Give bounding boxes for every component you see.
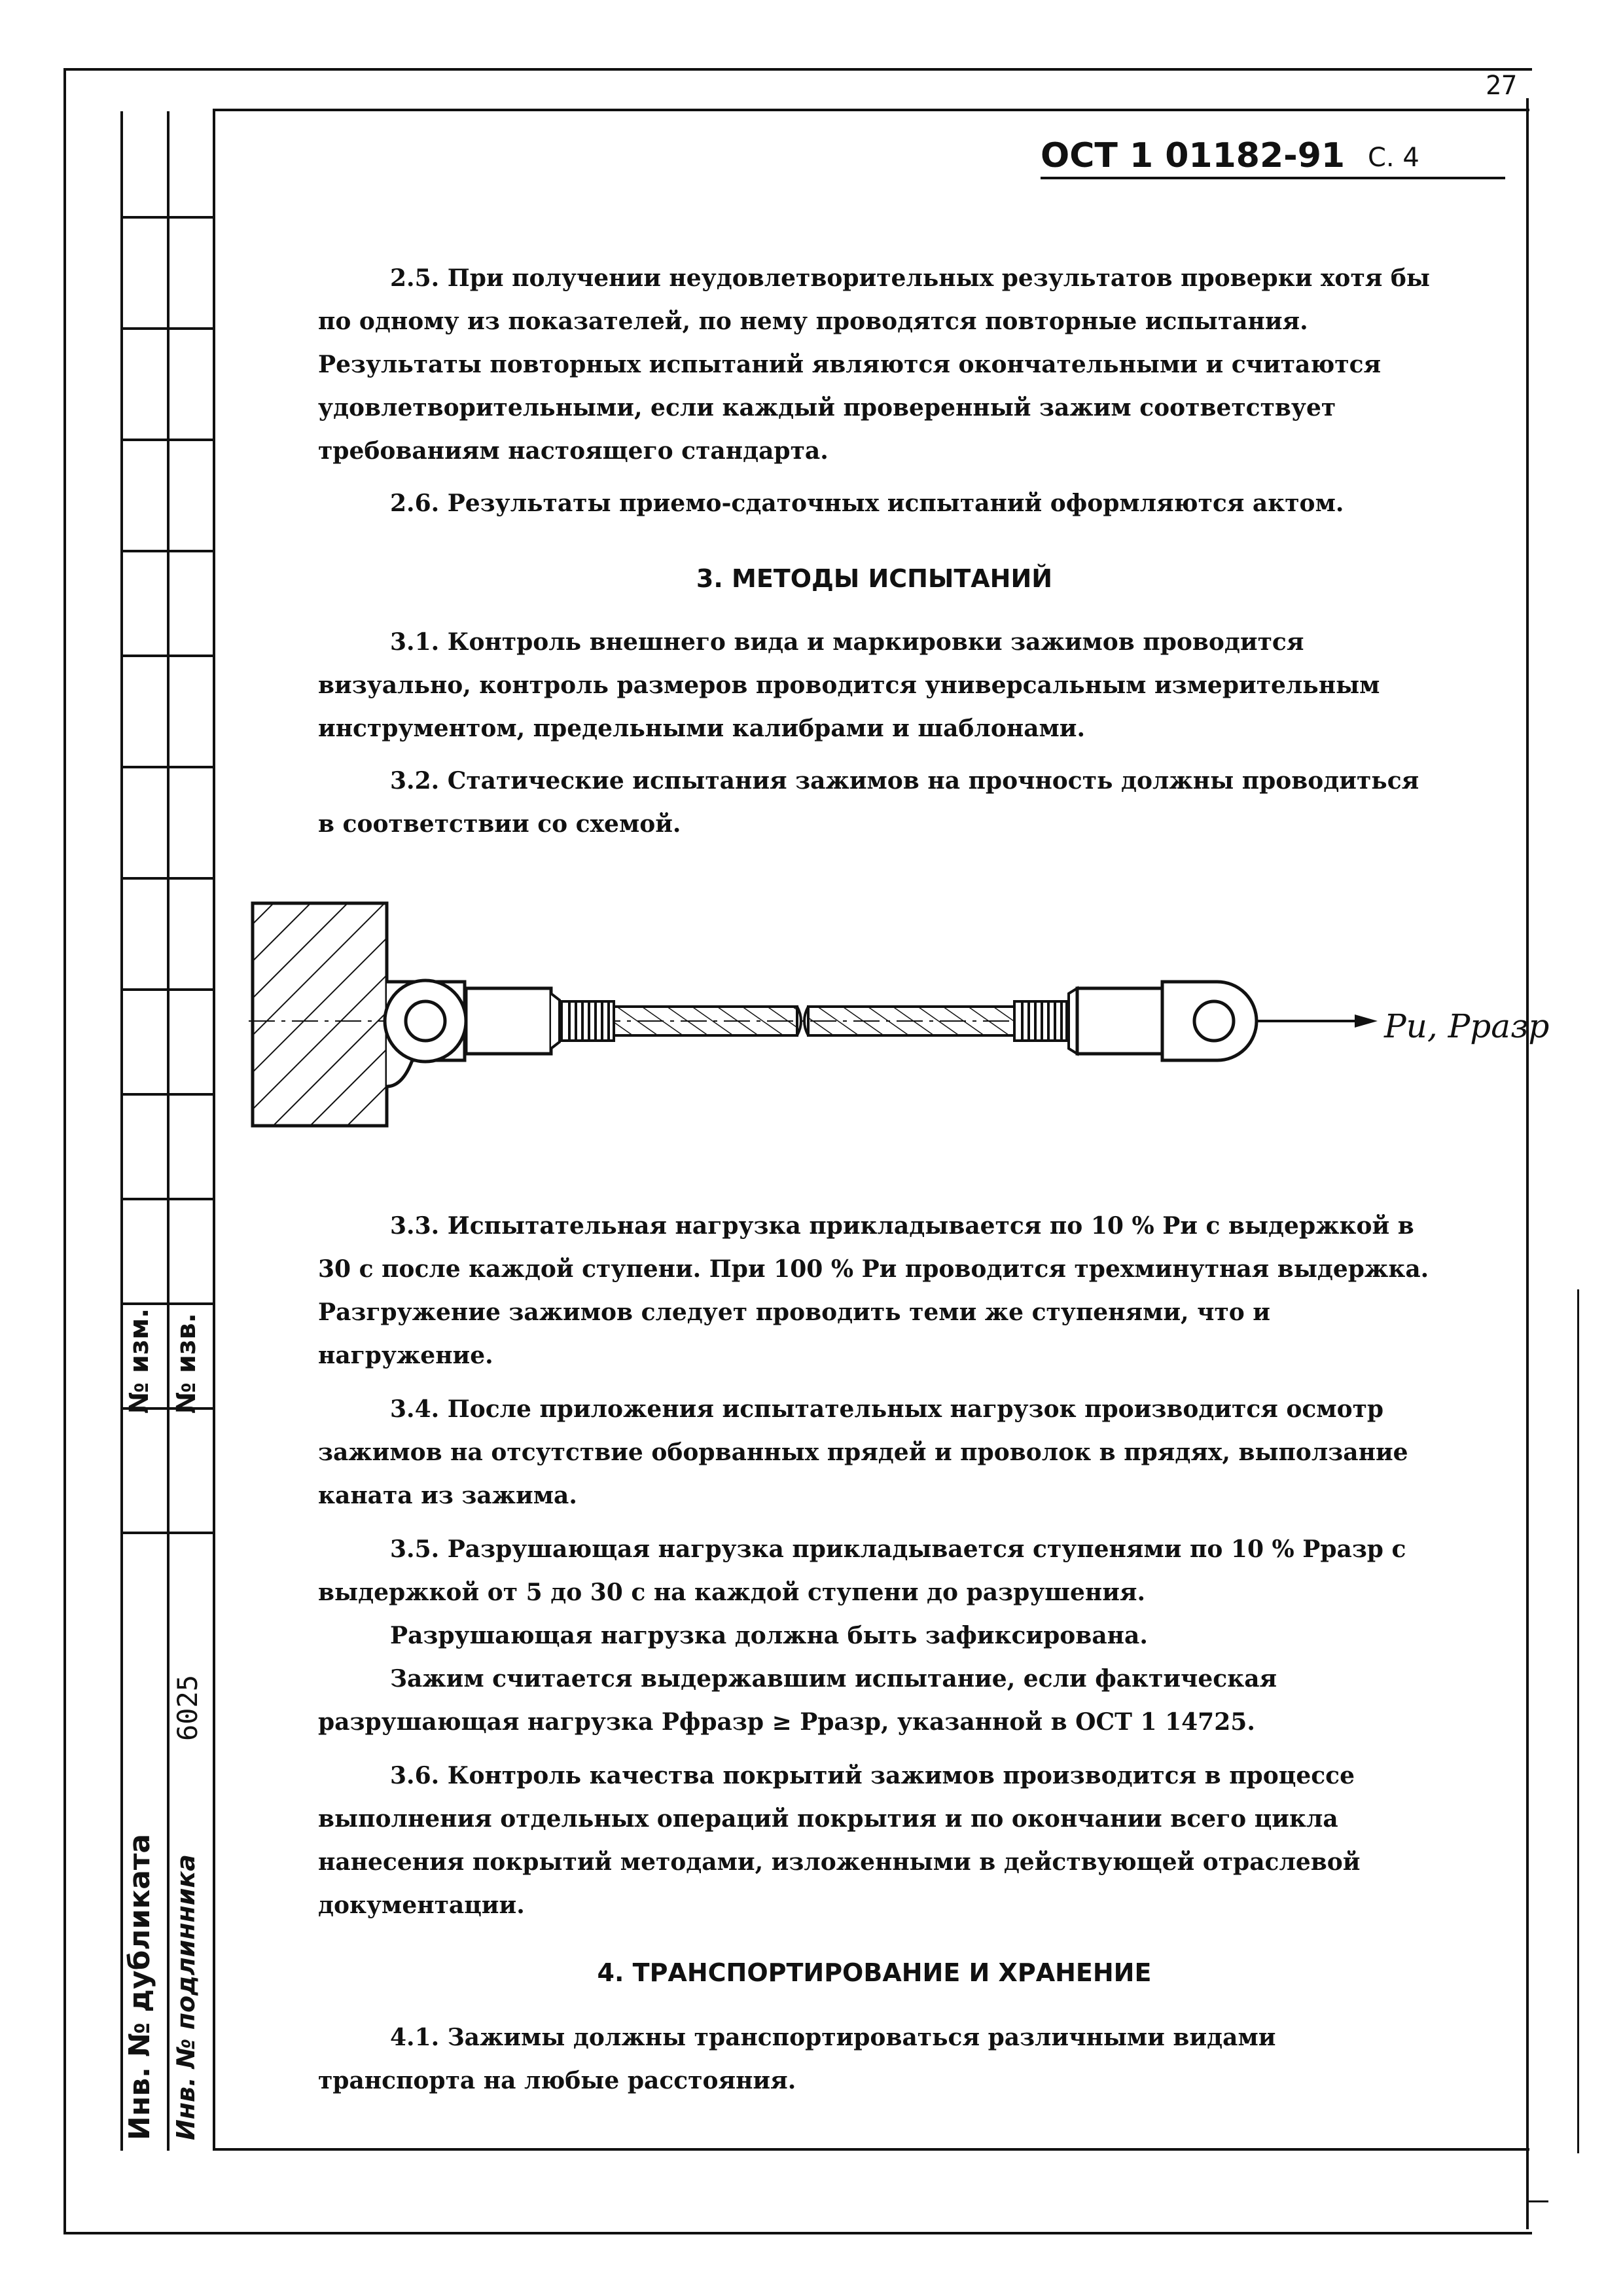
load-arrow-head [1355,1014,1378,1028]
side-stamp-divider [120,988,215,991]
section-4-text [318,2016,1431,2102]
side-stamp-divider [120,216,215,219]
heading-section-3: 3. МЕТОДЫ ИСПЫТАНИЙ [696,564,1053,593]
margin-mark [1529,2200,1548,2202]
change-no-label: № изм. [124,1308,154,1414]
side-stamp-divider [120,1093,215,1096]
paragraph-3-5: 3.5. Разрушающая нагрузка прикладывается ступенями по 10 % Рразр с выдержкой от 5 до 30 с на каждой ступени до разрушения. [318,1535,1406,1606]
section-3-text-top [318,620,1431,846]
dup-inventory-label: Инв. № дубликата [123,1833,156,2140]
side-stamp-divider [120,439,215,441]
frame-inner-bottom [213,2148,1529,2151]
margin-mark [1577,1289,1579,2153]
left-crimp-sleeve [562,1001,614,1041]
heading-section-4: 4. ТРАНСПОРТИРОВАНИЕ И ХРАНЕНИЕ [597,1958,1152,1987]
side-stamp-divider [120,877,215,880]
side-stamp-border-2 [167,111,169,2151]
paragraph-3-3: 3.3. Испытательная нагрузка прикладывается по 10 % Ри с выдержкой в 30 с после каждой ступени. При 100 % Ри проводится трехминутная выдержка. Разгружение зажимов следует проводить теми же ступенями, что и нагружение. [318,1212,1429,1369]
section-2-text [318,257,1431,525]
side-stamp-divider [120,327,215,330]
paragraph-2-6: 2.6. Результаты приемо-сдаточных испытаний оформляются актом. [390,490,1344,517]
paragraph-2-5: 2.5. При получении неудовлетворительных результатов проверки хотя бы по одному из показателей, по нему проводятся повторные испытания. Результаты повторных испытаний являются окончательными и считаются удовлетворительными, если каждый проверенный зажим соответствует требованиям настоящего стандарта. [318,264,1430,465]
paragraph-4-1: 4.1. Зажимы должны транспортироваться различными видами транспорта на любые расстояния. [318,2024,1276,2094]
orig-number: 6025 [171,1674,204,1741]
paragraph-3-4: 3.4. После приложения испытательных нагрузок производится осмотр зажимов на отсутствие оборванных прядей и проволок в прядях, выползание каната из зажима. [318,1395,1408,1509]
right-clamp-eye [1069,982,1257,1060]
paragraph-3-1: 3.1. Контроль внешнего вида и маркировки зажимов проводится визуально, контроль размеров проводится универсальным измерительным инструментом, предельными калибрами и шаблонами. [318,628,1380,742]
frame-right-edge [1526,98,1529,2229]
page-number: 27 [1486,71,1518,101]
frame-inner-left [213,109,215,2151]
standard-underline [1041,177,1505,179]
side-stamp-divider [120,1532,215,1534]
notice-no-label: № изв. [171,1313,202,1414]
frame-inner-top [213,109,1529,111]
orig-inventory-label: Инв. № подлинника [171,1854,200,2140]
left-clamp-eye [385,980,560,1086]
rope-segment-left [614,1007,797,1035]
paragraph-3-2: 3.2. Статические испытания зажимов на прочность должны проводиться в соответствии со схемой. [318,767,1419,838]
right-crimp-sleeve [1014,1001,1067,1041]
sheet-number: С. 4 [1368,143,1419,173]
paragraph-3-5-fixed: Разрушающая нагрузка должна быть зафиксирована. [390,1622,1148,1649]
section-3-text-bottom [318,1204,1431,1927]
fixed-support [253,903,387,1126]
paragraph-3-5-passed: Зажим считается выдержавшим испытание, если фактическая разрушающая нагрузка Рфразр ≥ Рразр, указанной в ОСТ 1 14725. [318,1665,1277,1736]
side-stamp-divider [120,655,215,657]
side-stamp-divider [120,1198,215,1200]
rope-segment-right [808,1007,1014,1035]
paragraph-3-6: 3.6. Контроль качества покрытий зажимов производится в процессе выполнения отдельных операций покрытия и по окончании всего цикла нанесения покрытий методами, изложенными в действующей отраслевой документации. [318,1762,1361,1919]
standard-code: ОСТ 1 01182-91 [1041,136,1346,175]
load-label: Ри, Рразр [1384,1007,1550,1045]
side-stamp-divider [120,1302,215,1305]
side-stamp-divider [120,550,215,552]
test-scheme-diagram [249,890,1550,1152]
side-stamp-divider [120,766,215,768]
